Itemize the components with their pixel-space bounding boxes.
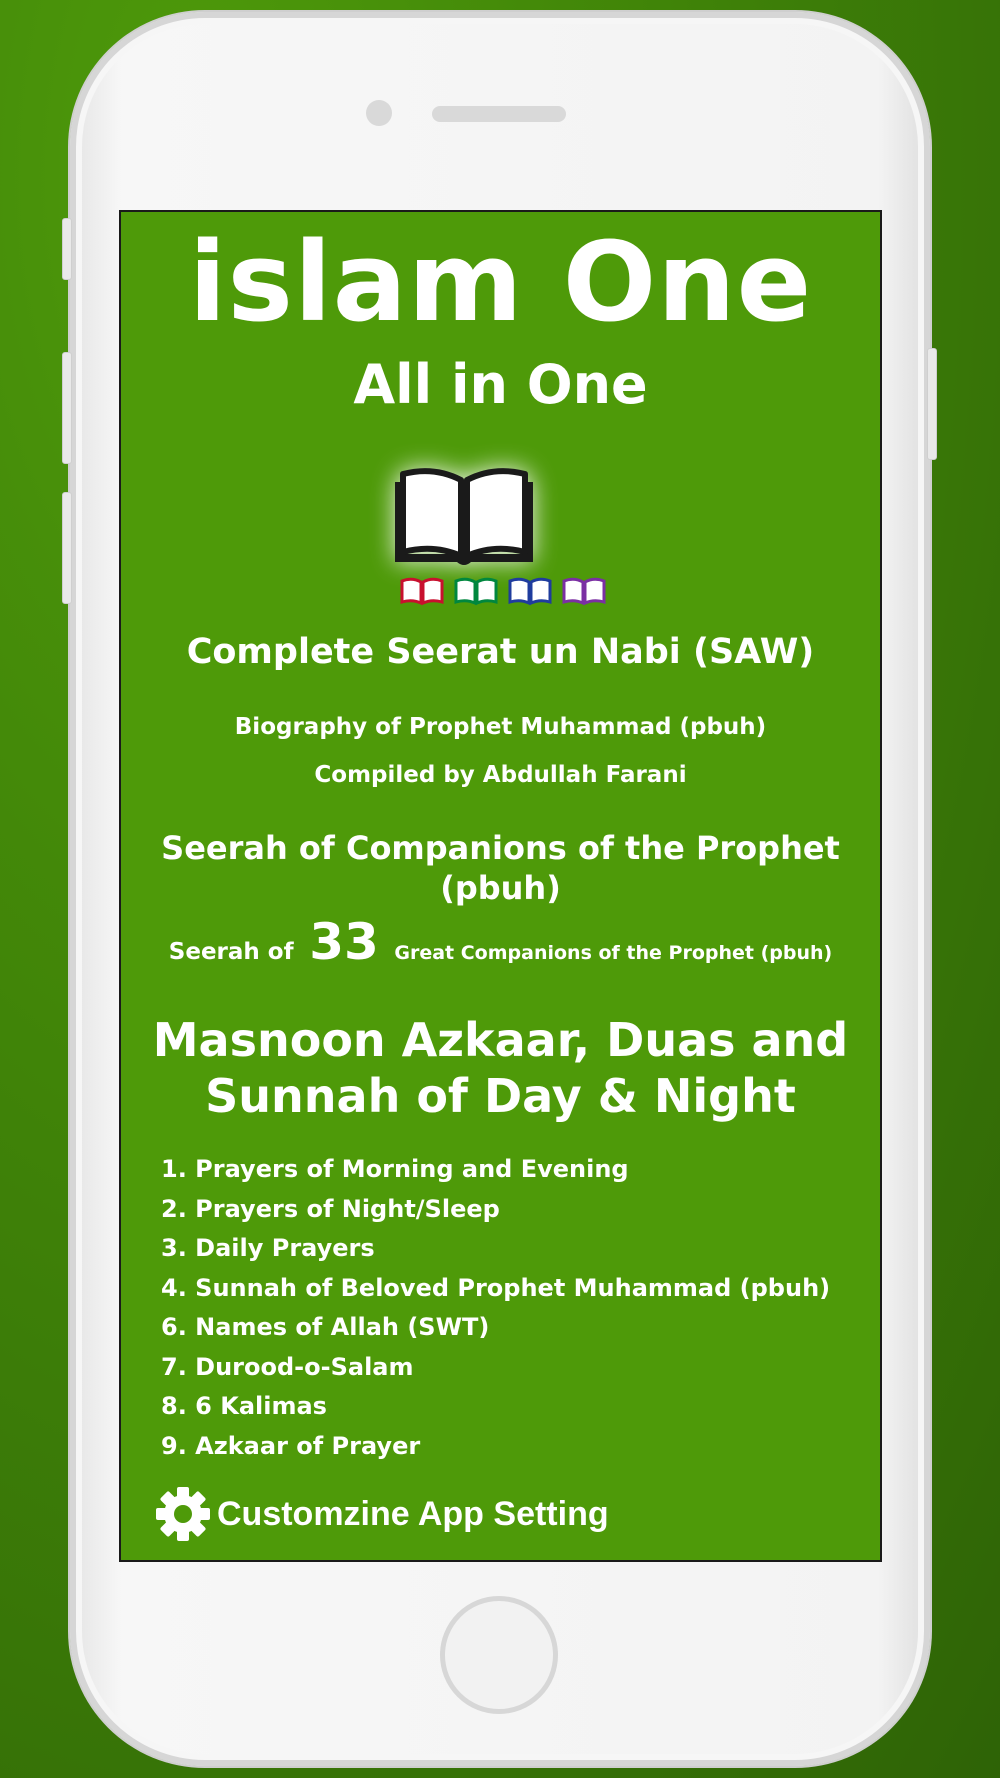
mini-books-row — [399, 576, 609, 608]
list-item[interactable]: 1. Prayers of Morning and Evening — [161, 1155, 629, 1183]
companions-subline — [121, 914, 880, 982]
azkaar-heading[interactable] — [131, 1012, 870, 1124]
list-item[interactable]: 7. Durood-o-Salam — [161, 1352, 414, 1381]
seerat-heading[interactable]: Complete Seerat un Nabi (SAW) — [186, 632, 815, 672]
list-item[interactable]: 3. Daily Prayers — [161, 1234, 375, 1262]
app-title: islam One — [188, 218, 813, 346]
companions-suffix: Great Companions of the Prophet (pbuh) — [394, 942, 833, 964]
settings-label: Customzine App Setting — [217, 1494, 609, 1533]
earpiece-speaker — [432, 106, 566, 122]
list-item[interactable]: 6. Names of Allah (SWT) — [161, 1313, 490, 1341]
settings-button[interactable] — [155, 1486, 609, 1542]
list-item[interactable]: 4. Sunnah of Beloved Prophet Muhammad (pbuh) — [161, 1273, 831, 1302]
azkaar-heading-line1: Masnoon Azkaar, Duas and — [152, 1013, 849, 1067]
companions-prefix: Seerah of — [168, 939, 294, 965]
home-button[interactable] — [440, 1596, 558, 1714]
blue-book-icon — [507, 576, 553, 606]
azkaar-heading-line2: Sunnah of Day & Night — [205, 1069, 796, 1123]
app-screen — [119, 210, 882, 1562]
volume-up-button — [62, 352, 72, 464]
red-book-icon — [399, 576, 445, 606]
green-book-icon — [453, 576, 499, 606]
open-book-icon — [389, 464, 539, 574]
azkaar-list — [161, 1150, 830, 1466]
app-subtitle: All in One — [353, 353, 648, 416]
purple-book-icon — [561, 576, 607, 606]
companions-heading[interactable]: Seerah of Companions of the Prophet (pbuh) — [161, 829, 840, 907]
list-item[interactable]: 8. 6 Kalimas — [161, 1392, 327, 1420]
biography-text: Biography of Prophet Muhammad (pbuh) — [234, 714, 767, 740]
companions-count: 33 — [309, 913, 379, 971]
compiled-by-text: Compiled by Abdullah Farani — [314, 762, 687, 788]
mute-switch — [62, 218, 72, 280]
volume-down-button — [62, 492, 72, 604]
power-button — [927, 348, 937, 460]
gear-icon — [155, 1486, 211, 1542]
list-item[interactable]: 2. Prayers of Night/Sleep — [161, 1194, 500, 1223]
list-item[interactable]: 9. Azkaar of Prayer — [161, 1431, 421, 1460]
front-camera — [366, 100, 392, 126]
